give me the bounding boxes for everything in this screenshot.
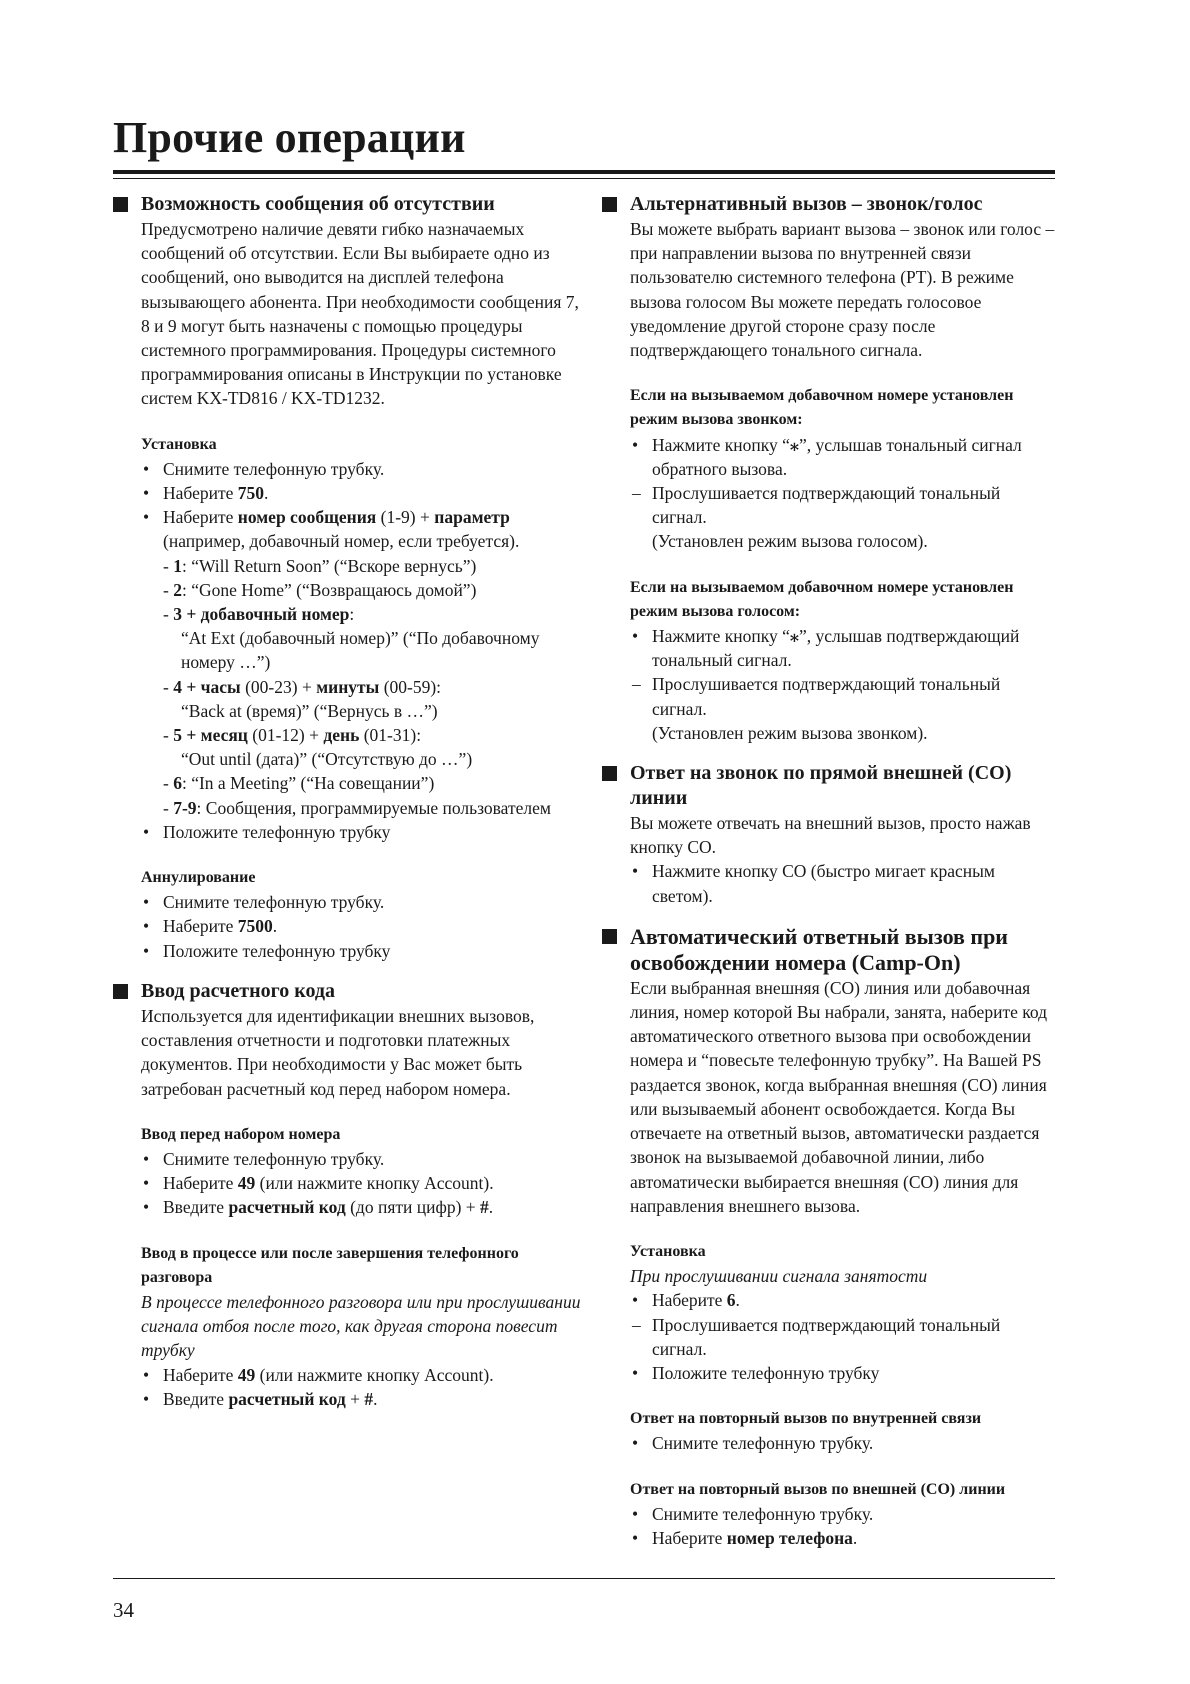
- account-during-condition: В процессе телефонного разговора или при прослушивании сигнала отбоя после того, как другая сторона повесит трубку: [141, 1291, 581, 1361]
- absence-message-section: [113, 192, 583, 963]
- camp-on-intercom-list: [630, 1431, 1057, 1455]
- absence-setup-title: Установка: [141, 435, 217, 453]
- list-item: • Наберите 49 (или нажмите кнопку Account).: [143, 1364, 494, 1385]
- direct-co-answer-list: [630, 859, 1057, 907]
- list-item: – Прослушивается подтверждающий тональный сигнал. (Установлен режим вызова звонком).: [632, 674, 1001, 743]
- list-item: • Снимите телефонную трубку.: [143, 892, 385, 913]
- list-item: • Снимите телефонную трубку.: [632, 1433, 874, 1454]
- square-bullet-icon: [602, 766, 617, 781]
- account-before-title: Ввод перед набором номера: [141, 1125, 341, 1143]
- list-item: • Снимите телефонную трубку.: [143, 1148, 385, 1169]
- title-rule-thin: [113, 178, 1055, 179]
- camp-on-setup-condition: При прослушивании сигнала занятости: [630, 1266, 928, 1287]
- alternate-calling-section: [602, 192, 1057, 745]
- absence-message-heading: Возможность сообщения об отсутствии: [113, 192, 583, 217]
- camp-on-heading: Автоматический ответный вызов при освобождении номера (Camp-On): [602, 924, 1057, 976]
- list-item: • Наберите 7500.: [143, 916, 278, 937]
- camp-on-setup-title: Установка: [630, 1242, 706, 1260]
- absence-option: - 3 + добавочный номер: “At Ext (добавочный номер)” (“По добавочному номеру …”): [163, 604, 540, 673]
- list-item: • Нажмите кнопку “⁎”, услышав подтверждающий тональный сигнал.: [632, 626, 1020, 671]
- direct-co-answer-description: Вы можете отвечать на внешний вызов, просто нажав кнопку CO.: [630, 813, 1031, 858]
- account-before-list: [141, 1147, 583, 1220]
- account-during-title: Ввод в процессе или после завершения телефонного разговора: [141, 1244, 519, 1286]
- camp-on-section: [602, 924, 1057, 1550]
- list-item: • Наберите номер сообщения (1-9) + параметр (например, добавочный номер, если требуется). - 1: “Will Return Soon” (“Вскоре вернусь”) - 2: “Gone Home” (“Возвращаюсь домой”) - 3 + добавочный номер: “At Ext (добавочный номер)” (“По добавочному номеру …”) - 4 + часы (00-23) + минуты (00-59): “Back at (время)” (“Вернусь в …”) - 5 + месяц (01-12) + день (01-31): “Out until (дата)” (“Отсутствую до …”) - 6: “In a Meeting” (“На совещании”) - 7-9: Сообщения, программируемые пользователем: [141, 505, 583, 820]
- page-number: 34: [113, 1598, 134, 1622]
- direct-co-answer-heading: Ответ на звонок по прямой внешней (CO) линии: [602, 761, 1057, 811]
- footer-rule: [113, 1578, 1055, 1579]
- list-item: • Положите телефонную трубку: [632, 1362, 880, 1383]
- alternate-ring-list: [630, 433, 1057, 554]
- absence-setup-list: [141, 457, 583, 844]
- list-item: – Прослушивается подтверждающий тональный сигнал.: [632, 1314, 1001, 1359]
- right-column: [602, 192, 1057, 1550]
- absence-option: - 6: “In a Meeting” (“На совещании”): [163, 773, 435, 794]
- absence-cancel-title: Аннулирование: [141, 869, 256, 887]
- camp-on-external-list: [630, 1502, 1057, 1550]
- camp-on-external-title: Ответ на повторный вызов по внешней (CO) линии: [630, 1480, 1006, 1498]
- absence-option: - 7-9: Сообщения, программируемые пользователем: [163, 797, 551, 818]
- list-item: • Положите телефонную трубку: [143, 821, 391, 842]
- list-item: • Нажмите кнопку “⁎”, услышав тональный сигнал обратного вызова.: [632, 434, 1022, 479]
- account-code-section: [113, 979, 583, 1411]
- camp-on-setup-list: [630, 1288, 1057, 1385]
- list-item: • Введите расчетный код (до пяти цифр) + #.: [143, 1197, 494, 1218]
- page-title: Прочие операции: [113, 113, 466, 162]
- alternate-voice-title: Если на вызываемом добавочном номере установлен режим вызова голосом:: [630, 578, 1014, 620]
- alternate-calling-heading: Альтернативный вызов – звонок/голос: [602, 192, 1057, 217]
- account-during-list: [141, 1363, 583, 1411]
- absence-options: [163, 554, 583, 820]
- alternate-ring-title: Если на вызываемом добавочном номере установлен режим вызова звонком:: [630, 387, 1014, 429]
- star-key-icon: ⁎: [789, 626, 800, 647]
- absence-option: - 1: “Will Return Soon” (“Вскоре вернусь”): [163, 555, 477, 576]
- direct-co-answer-section: [602, 761, 1057, 908]
- camp-on-description: Если выбранная внешняя (CO) линия или добавочная линия, номер которой Вы набрали, занята, наберите код автоматического ответного вызова при освобождении номера и “повесьте телефонную трубку”. На Вашей PS раздается звонок, когда выбранная внешняя (CO) линия или вызываемый абонент освобождается. Когда Вы отвечаете на ответный вызов, автоматически раздается звонок на вызываемой добавочной линии, либо автоматически выбирается внешняя (CO) линия для направления внешнего вызова.: [630, 977, 1047, 1216]
- list-item: – Прослушивается подтверждающий тональный сигнал. (Установлен режим вызова голосом).: [632, 483, 1001, 552]
- absence-cancel-list: [141, 890, 583, 963]
- list-item: • Положите телефонную трубку: [143, 940, 391, 961]
- list-item: • Нажмите кнопку CO (быстро мигает красным светом).: [632, 861, 995, 906]
- square-bullet-icon: [113, 984, 128, 999]
- absence-option: - 2: “Gone Home” (“Возвращаюсь домой”): [163, 579, 477, 600]
- account-description: Используется для идентификации внешних вызовов, составления отчетности и подготовки платежных документов. При необходимости у Вас может быть затребован расчетный код перед набором номера.: [141, 1005, 535, 1099]
- list-item: • Введите расчетный код + #.: [143, 1388, 378, 1409]
- absence-description: Предусмотрено наличие девяти гибко назначаемых сообщений об отсутствии. Если Вы выбираете одно из сообщений, оно выводится на дисплей телефона вызывающего абонента. При необходимости сообщения 7, 8 и 9 могут быть назначены с помощью процедуры системного программирования. Процедуры системного программирования описаны в Инструкции по установке систем KX-TD816 / KX-TD1232.: [141, 219, 579, 409]
- absence-option: - 4 + часы (00-23) + минуты (00-59): “Back at (время)” (“Вернусь в …”): [163, 676, 442, 721]
- list-item: • Снимите телефонную трубку.: [143, 458, 385, 479]
- alternate-calling-description: Вы можете выбрать вариант вызова – звонок или голос – при направлении вызова по внутренней связи пользователю системного телефона (PT). В режиме вызова голосом Вы можете передать голосовое уведомление другой стороне сразу после подтверждающего тонального сигнала.: [630, 219, 1055, 361]
- left-column: [113, 192, 583, 1411]
- square-bullet-icon: [602, 197, 617, 212]
- star-key-icon: ⁎: [789, 434, 800, 455]
- list-item: • Наберите 750.: [143, 483, 269, 504]
- list-item: • Наберите 49 (или нажмите кнопку Account).: [143, 1173, 494, 1194]
- camp-on-intercom-title: Ответ на повторный вызов по внутренней связи: [630, 1410, 982, 1428]
- square-bullet-icon: [113, 197, 128, 212]
- absence-option: - 5 + месяц (01-12) + день (01-31): “Out until (дата)” (“Отсутствую до …”): [163, 725, 473, 770]
- title-rule-thick: [113, 170, 1055, 174]
- alternate-voice-list: [630, 624, 1057, 745]
- square-bullet-icon: [602, 929, 617, 944]
- list-item: • Наберите 6.: [632, 1290, 740, 1311]
- list-item: • Снимите телефонную трубку.: [632, 1503, 874, 1524]
- list-item: • Наберите номер телефона.: [632, 1527, 858, 1548]
- account-code-heading: Ввод расчетного кода: [113, 979, 583, 1004]
